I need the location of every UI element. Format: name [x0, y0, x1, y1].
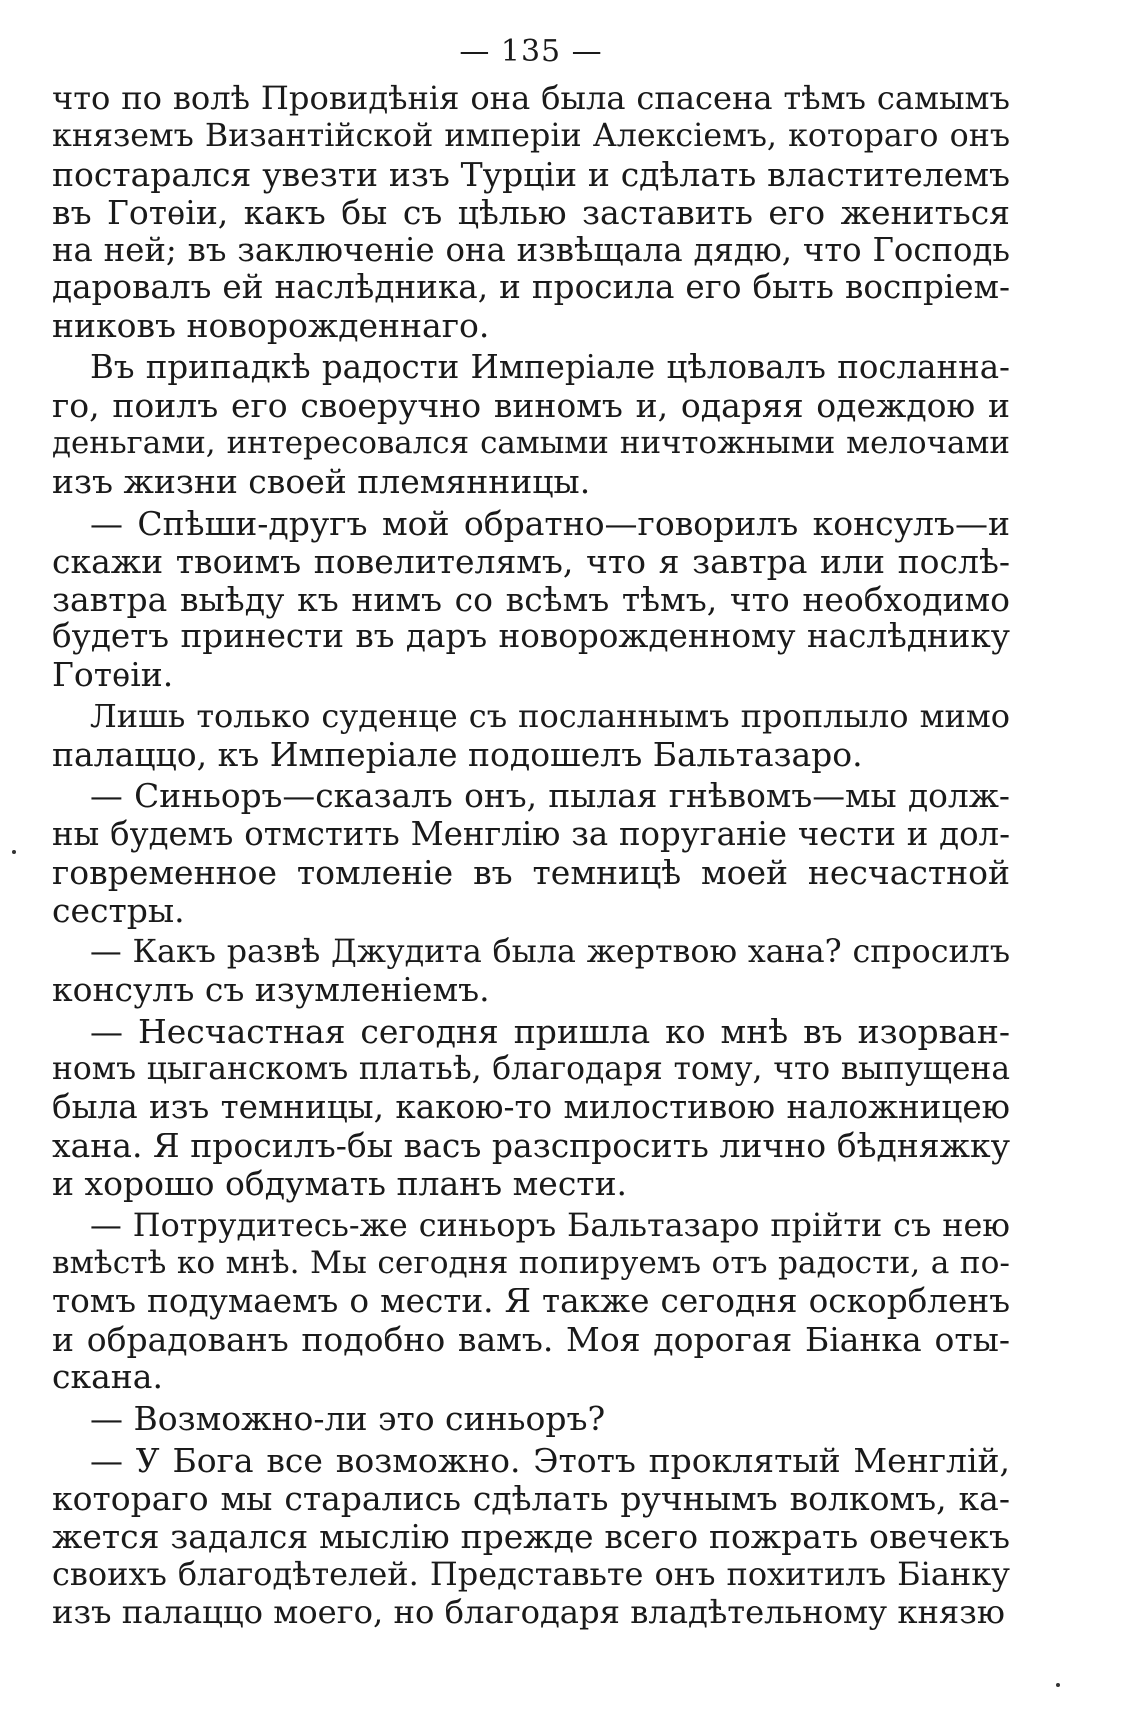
text-line: — Возможно-ли это синьоръ? — [90, 1399, 606, 1439]
text-line: — Какъ развѣ Джудита была жертвою хана? спросилъ — [90, 933, 1010, 970]
text-line: Готѳіи. — [52, 655, 174, 695]
paragraph — [52, 1400, 1010, 1438]
text-line: постарался увезти изъ Турціи и сдѣлать властителемъ — [52, 154, 1010, 194]
text-line: будетъ принести въ даръ новорожденному наслѣднику — [52, 617, 1010, 656]
text-line: ны будемъ отмстить Менглію за поруганіе чести и дол- — [52, 814, 1010, 853]
text-line: — Потрудитесь-же синьоръ Бальтазаро прійти съ нею — [90, 1205, 1010, 1244]
text-body — [52, 80, 1010, 1632]
text-line: скана. — [52, 1357, 163, 1397]
text-line: вмѣстѣ ко мнѣ. Мы сегодня попируемъ отъ радости, а по- — [52, 1244, 1010, 1281]
margin-speck — [12, 850, 16, 854]
paragraph — [52, 1013, 1010, 1202]
text-line: номъ цыганскомъ платьѣ, благодаря тому, что выпущена — [52, 1051, 1010, 1088]
text-line: Въ припадкѣ радости Имперіале цѣловалъ посланна- — [90, 348, 1010, 387]
text-line: консулъ съ изумленіемъ. — [52, 970, 490, 1010]
paragraph — [52, 505, 1010, 694]
paragraph — [52, 1442, 1010, 1631]
text-line: завтра выѣду къ нимъ со всѣмъ тѣмъ, что необходимо — [52, 579, 1010, 619]
text-line: княземъ Византійской имперіи Алексіемъ, котораго онъ — [52, 117, 1010, 154]
margin-speck — [1056, 1683, 1060, 1687]
text-line: своихъ благодѣтелей. Представьте онъ похитилъ Біанку — [52, 1554, 1010, 1593]
text-line: и хорошо обдумать планъ мести. — [52, 1163, 628, 1203]
text-line: жется задался мыслію прежде всего пожрать овечекъ — [52, 1516, 1010, 1556]
paragraph — [52, 349, 1010, 501]
text-line: палаццо, къ Имперіале подошелъ Бальтазаро. — [52, 735, 863, 775]
text-line: — У Бога все возможно. Этотъ проклятый Менглій, — [90, 1441, 1010, 1481]
text-line: Лишь только суденце съ посланнымъ проплыло мимо — [90, 697, 1010, 736]
text-line: даровалъ ей наслѣдника, и просила его быть воспріем- — [52, 268, 1010, 307]
text-line: была изъ темницы, какою-то милостивою наложницею — [52, 1088, 1010, 1127]
text-line: сестры. — [52, 890, 185, 930]
text-line: говременное томленіе въ темницѣ моей несчастной — [52, 852, 1010, 892]
text-line: котораго мы старались сдѣлать ручнымъ волкомъ, ка- — [52, 1479, 1010, 1519]
page-number: — 135 — — [459, 34, 603, 69]
text-line: что по волѣ Провидѣнія она была спасена тѣмъ самымъ — [52, 79, 1010, 117]
text-line: изъ жизни своей племянницы. — [52, 461, 591, 501]
text-line: хана. Я просилъ-бы васъ разспросить лично бѣдняжку — [52, 1126, 1010, 1166]
text-line: изъ палаццо моего, но благодаря владѣтельному князю — [52, 1592, 1005, 1631]
text-line: — Несчастная сегодня пришла ко мнѣ въ изорван- — [90, 1012, 1010, 1052]
text-line: го, поилъ его своеручно виномъ и, одаряя одеждою и — [52, 386, 1010, 426]
text-line: никовъ новорожденнаго. — [52, 306, 490, 346]
text-line: скажи твоимъ повелителямъ, что я завтра или послѣ- — [52, 541, 1010, 581]
text-line: — Спѣши-другъ мой обратно—говорилъ консулъ—и — [90, 503, 1010, 543]
paragraph — [52, 1207, 1010, 1396]
text-line: деньгами, интересовался самыми ничтожными мелочами — [52, 425, 1010, 462]
paragraph — [52, 778, 1010, 930]
text-line: — Синьоръ—сказалъ онъ, пылая гнѣвомъ—мы долж- — [90, 777, 1010, 816]
paragraph — [52, 934, 1010, 1010]
text-line: на ней; въ заключеніе она извѣщала дядю, что Господь — [52, 230, 1010, 269]
text-line: и обрадованъ подобно вамъ. Моя дорогая Біанка оты- — [52, 1319, 1010, 1359]
text-line: въ Готѳіи, какъ бы съ цѣлью заставить его жениться — [52, 192, 1010, 232]
paragraph — [52, 698, 1010, 774]
paragraph — [52, 80, 1010, 345]
book-page — [52, 30, 1010, 1636]
text-line: томъ подумаемъ о мести. Я также сегодня оскорбленъ — [52, 1281, 1010, 1320]
